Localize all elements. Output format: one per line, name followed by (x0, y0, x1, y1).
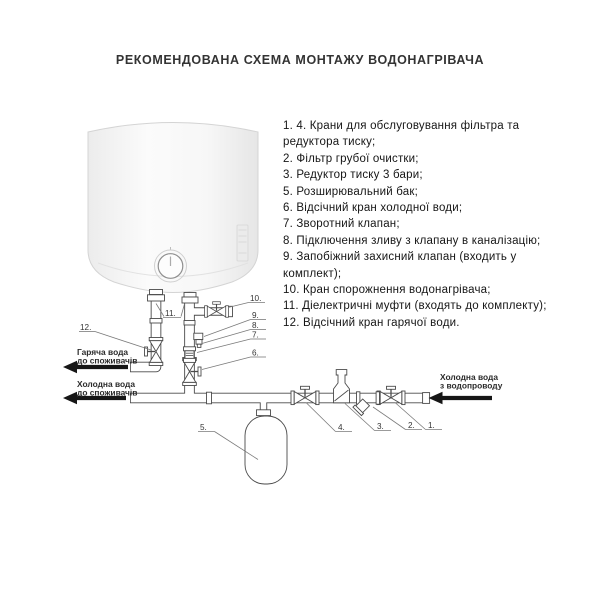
sewer-drain-8 (197, 344, 201, 347)
pipe-joint (150, 319, 162, 324)
legend-line: 9. Запобіжний захисний клапан (входить у (283, 251, 517, 264)
expansion-tank-5 (245, 410, 287, 484)
legend-line: 10. Кран спорожнення водонагрівача; (283, 284, 491, 297)
pressure-reducer-3 (334, 370, 350, 403)
callout-11: 11. (165, 309, 176, 318)
callout-4: 4. (338, 423, 345, 432)
legend-line: 7. Зворотний клапан; (283, 218, 400, 231)
cold-water-in-label: з водопроводу (440, 380, 503, 391)
check-valve-7 (184, 347, 196, 363)
pipe-joint (207, 392, 212, 404)
page-title: РЕКОМЕНДОВАНА СХЕМА МОНТАЖУ ВОДОНАГРІВАЧА (115, 53, 485, 67)
legend-line: 5. Розширювальний бак; (283, 185, 418, 198)
hot-water-label: Гаряча вода (77, 347, 129, 357)
legend-line: 2. Фільтр грубої очистки; (283, 152, 419, 165)
dielectric-coupling-cold (182, 293, 198, 304)
legend-line: 8. Підключення зливу з клапану в каналізацію; (283, 234, 541, 247)
legend-line: 3. Редуктор тиску 3 бари; (283, 169, 423, 182)
cold-water-out-label: до споживачів (77, 387, 138, 398)
legend-line: комплект); (283, 267, 342, 280)
cold-water-in-arrow (429, 392, 493, 404)
callout-5: 5. (200, 423, 207, 432)
legend-line: редуктора тиску; (283, 136, 376, 149)
cold-water-out-label: Холодна вода (77, 379, 135, 389)
callout-2: 2. (408, 421, 415, 430)
legend-line: 11. Діелектричні муфти (входять до комплекту); (283, 300, 547, 313)
dielectric-coupling-hot (148, 290, 165, 302)
hot-water-label: до споживачів (77, 355, 138, 366)
heater-label-sticker (237, 225, 248, 261)
legend-line: 6. Відсічний кран холодної води; (283, 202, 463, 215)
pipe-joint (184, 321, 195, 326)
callout-10: 10. (250, 294, 262, 303)
legend-line: 1. 4. Крани для обслуговування фільтра та (283, 120, 520, 132)
callout-8: 8. (252, 321, 259, 330)
water-heater (88, 123, 258, 293)
callout-7: 7. (252, 330, 259, 340)
callout-1: 1. (428, 421, 435, 430)
callout-9: 9. (252, 311, 259, 320)
callout-12: 12. (80, 323, 92, 332)
legend-line: 12. Відсічний кран гарячої води. (283, 316, 460, 329)
callout-6: 6. (252, 348, 259, 358)
cold-water-in-label: Холодна вода (440, 372, 498, 382)
callout-3: 3. (377, 422, 384, 431)
safety-valve-9 (194, 333, 203, 347)
